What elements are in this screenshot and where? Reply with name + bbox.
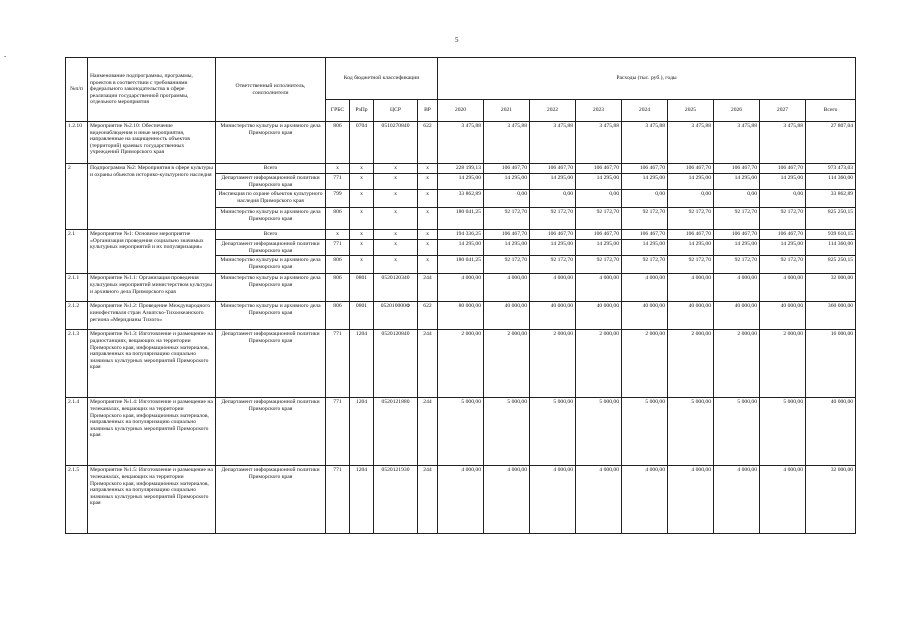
year-value-cell: 0,00 [576,190,622,208]
grbs-cell: 771 [326,466,350,534]
vr-cell: х [418,208,438,230]
vr-cell: х [418,240,438,256]
year-value-cell: 4 000,00 [484,466,530,534]
rzpr-cell: 1204 [350,398,374,466]
year-value-cell: 40 000,00 [714,302,760,330]
year-value-cell: 92 172,70 [760,256,806,274]
year-value-cell: 40 000,00 [576,302,622,330]
year-value-cell: 92 172,70 [622,256,668,274]
executor-cell: Департамент информационной политики Приморского края [216,398,326,466]
year-value-cell: 14 295,00 [760,240,806,256]
csr-cell: х [374,164,418,174]
year-value-cell: 4 000,00 [668,274,714,302]
year-value-cell: 5 000,00 [714,398,760,466]
year-value-cell: 106 467,70 [714,164,760,174]
csr-cell: х [374,190,418,208]
csr-cell: х [374,230,418,240]
rzpr-cell: х [350,190,374,208]
rzpr-cell: х [350,230,374,240]
year-value-cell: 228 199,13 [438,164,484,174]
year-value-cell: 0,00 [530,190,576,208]
grbs-cell: 806 [326,302,350,330]
year-value-cell: 0,00 [760,190,806,208]
header-budget-code-group: Код бюджетной классификации [326,58,438,100]
csr-cell: х [374,240,418,256]
table-body [66,122,856,534]
executor-cell: Всего [216,164,326,174]
csr-cell: 052010000Ф [374,302,418,330]
year-value-cell: 106 467,70 [484,164,530,174]
vr-cell: 244 [418,466,438,534]
header-expenses-group: Расходы (тыс. руб.), годы [438,58,856,100]
year-value-cell: 106 467,70 [622,164,668,174]
activity-name-cell: Подпрограмма №2: Мероприятия в сфере культуры и охраны объектов историко-культурного наследия [88,164,216,230]
total-value-cell: 16 000,00 [806,330,856,398]
year-value-cell: 2 000,00 [438,330,484,398]
year-value-cell: 92 172,70 [484,256,530,274]
rzpr-cell: х [350,240,374,256]
header-year: 2026 [714,100,760,122]
total-value-cell: 114 360,00 [806,240,856,256]
year-value-cell: 0,00 [622,190,668,208]
row-number-cell: 2.1.1 [66,274,88,302]
executor-cell: Министерство культуры и архивного дела Приморского края [216,302,326,330]
csr-cell: х [374,174,418,190]
grbs-cell: 806 [326,122,350,164]
year-value-cell: 92 172,70 [576,256,622,274]
executor-cell: Департамент информационной политики Приморского края [216,330,326,398]
grbs-cell: 806 [326,208,350,230]
row-number-cell: 2 [66,164,88,230]
vr-cell: 622 [418,302,438,330]
grbs-cell: 771 [326,174,350,190]
year-value-cell: 106 467,70 [760,164,806,174]
year-value-cell: 40 000,00 [760,302,806,330]
year-value-cell: 4 000,00 [484,274,530,302]
csr-cell: х [374,208,418,230]
year-value-cell: 14 295,00 [438,174,484,190]
total-value-cell: 32 000,00 [806,274,856,302]
executor-cell: Инспекция по охране объектов культурного наследия Приморского края [216,190,326,208]
executor-cell: Всего [216,230,326,240]
year-value-cell: 106 467,70 [760,230,806,240]
rzpr-cell: 0801 [350,274,374,302]
table-row [66,398,856,466]
activity-name-cell: Мероприятие №1: Основное мероприятие «Организация проведения социально значимых культурных мероприятий и их популяризация» [88,230,216,274]
total-value-cell: 40 000,00 [806,398,856,466]
year-value-cell: 106 467,70 [714,230,760,240]
year-value-cell: 194 336,25 [438,230,484,240]
vr-cell: х [418,174,438,190]
year-value-cell: 14 295,00 [622,240,668,256]
table-row [66,330,856,398]
executor-cell: Министерство культуры и архивного дела Приморского края [216,122,326,164]
total-value-cell: 825 250,15 [806,256,856,274]
year-value-cell: 40 000,00 [668,302,714,330]
year-value-cell: 0,00 [714,190,760,208]
activity-name-cell: Мероприятие №1.4: Изготовление и размещение на телеканалах, вещающих на территории Приморского края, информационных материалов, направленных на популяризацию социально значимых культурных мероприятий Приморского края [88,398,216,466]
year-value-cell: 14 295,00 [622,174,668,190]
year-value-cell: 2 000,00 [484,330,530,398]
total-value-cell: 360 000,00 [806,302,856,330]
year-value-cell: 14 295,00 [668,174,714,190]
header-grbs: ГРБС [326,100,350,122]
row-number-cell: 2.1.3 [66,330,88,398]
year-value-cell: 0,00 [668,190,714,208]
year-value-cell: 14 295,00 [438,240,484,256]
csr-cell: 0520120840 [374,330,418,398]
year-value-cell: 5 000,00 [622,398,668,466]
year-value-cell: 180 041,25 [438,208,484,230]
year-value-cell: 4 000,00 [668,466,714,534]
rzpr-cell: х [350,164,374,174]
header-rzpr: РзПр [350,100,374,122]
year-value-cell: 5 000,00 [484,398,530,466]
vr-cell: 622 [418,122,438,164]
grbs-cell: х [326,230,350,240]
vr-cell: х [418,230,438,240]
rzpr-cell: х [350,174,374,190]
year-value-cell: 40 000,00 [484,302,530,330]
total-value-cell: 32 000,00 [806,466,856,534]
year-value-cell: 106 467,70 [530,230,576,240]
year-value-cell: 80 000,00 [438,302,484,330]
year-value-cell: 3 475,88 [760,122,806,164]
year-value-cell: 4 000,00 [530,466,576,534]
year-value-cell: 92 172,70 [668,208,714,230]
year-value-cell: 5 000,00 [438,398,484,466]
year-value-cell: 92 172,70 [714,256,760,274]
table-row [66,122,856,164]
year-value-cell: 14 295,00 [714,240,760,256]
year-value-cell: 40 000,00 [530,302,576,330]
year-value-cell: 92 172,70 [576,208,622,230]
executor-cell: Министерство культуры и архивного дела Приморского края [216,256,326,274]
year-value-cell: 3 475,88 [576,122,622,164]
header-year: 2021 [484,100,530,122]
total-value-cell: 33 862,89 [806,190,856,208]
year-value-cell: 14 295,00 [760,174,806,190]
year-value-cell: 3 475,88 [484,122,530,164]
year-value-cell: 2 000,00 [760,330,806,398]
activity-name-cell: Мероприятие №1.5: Изготовление и размещение на телеканалах, вещающих на территории Приморского края, информационных материалов, направленных на популяризацию социально значимых культурных мероприятий Приморского края [88,466,216,534]
vr-cell: 244 [418,330,438,398]
total-value-cell: 973 473,03 [806,164,856,174]
rzpr-cell: 1204 [350,466,374,534]
grbs-cell: х [326,164,350,174]
year-value-cell: 4 000,00 [530,274,576,302]
executor-cell: Департамент информационной политики Приморского края [216,240,326,256]
page-number: 5 [455,36,459,44]
table-row [66,466,856,534]
total-value-cell: 939 610,15 [806,230,856,240]
activity-name-cell: Мероприятие №1.3: Изготовление и размещение на радиостанциях, вещающих на территории Приморского края, информационных материалов, направленных на популяризацию социально значимых культурных мероприятий Приморского края [88,330,216,398]
vr-cell: 244 [418,398,438,466]
vr-cell: х [418,164,438,174]
year-value-cell: 4 000,00 [714,274,760,302]
year-value-cell: 3 475,88 [530,122,576,164]
header-name: Наименование подпрограммы, программы, проектов в соответствии с требованиями федерального законодательства в сфере реализации государственной программы, отдельного мероприятия [88,58,216,122]
year-value-cell: 2 000,00 [622,330,668,398]
year-value-cell: 92 172,70 [714,208,760,230]
executor-cell: Министерство культуры и архивного дела Приморского края [216,208,326,230]
year-value-cell: 92 172,70 [668,256,714,274]
year-value-cell: 106 467,70 [622,230,668,240]
header-vr: ВР [418,100,438,122]
executor-cell: Департамент информационной политики Приморского края [216,466,326,534]
year-value-cell: 4 000,00 [760,466,806,534]
row-number-cell: 1.2.10 [66,122,88,164]
year-value-cell: 4 000,00 [714,466,760,534]
budget-table [65,57,856,534]
vr-cell: х [418,190,438,208]
header-year: 2020 [438,100,484,122]
csr-cell: х [374,256,418,274]
year-value-cell: 5 000,00 [760,398,806,466]
grbs-cell: 799 [326,190,350,208]
row-number-cell: 2.1 [66,230,88,274]
year-value-cell: 2 000,00 [668,330,714,398]
year-value-cell: 3 475,88 [622,122,668,164]
header-year: 2022 [530,100,576,122]
year-value-cell: 14 295,00 [484,174,530,190]
year-value-cell: 180 041,25 [438,256,484,274]
header-csr: ЦСР [374,100,418,122]
year-value-cell: 14 295,00 [714,174,760,190]
header-year: 2027 [760,100,806,122]
year-value-cell: 14 295,00 [668,240,714,256]
executor-cell: Министерство культуры и архивного дела Приморского края [216,274,326,302]
year-value-cell: 106 467,70 [668,164,714,174]
grbs-cell: 771 [326,240,350,256]
header-num: №п/п [66,58,88,122]
grbs-cell: 771 [326,398,350,466]
activity-name-cell: Мероприятие №1.2: Проведение Международного кинофестиваля стран Азиатско-Тихоокеанского региона «Меридианы Тихого» [88,302,216,330]
year-value-cell: 2 000,00 [576,330,622,398]
year-value-cell: 92 172,70 [530,256,576,274]
rzpr-cell: х [350,208,374,230]
year-value-cell: 5 000,00 [576,398,622,466]
header-total: Всего [806,100,856,122]
year-value-cell: 33 862,89 [438,190,484,208]
total-value-cell: 114 360,00 [806,174,856,190]
total-value-cell: 825 250,15 [806,208,856,230]
year-value-cell: 2 000,00 [530,330,576,398]
year-value-cell: 5 000,00 [668,398,714,466]
margin-mark: - [4,52,7,60]
row-number-cell: 2.1.4 [66,398,88,466]
year-value-cell: 4 000,00 [622,274,668,302]
activity-name-cell: Мероприятие №2.10: Обеспечение видеонаблюдения и иные мероприятия, направленные на защищенность объектов (территорий) краевых государственных учреждений Приморского края [88,122,216,164]
year-value-cell: 4 000,00 [760,274,806,302]
executor-cell: Департамент информационной политики Приморского края [216,174,326,190]
vr-cell: х [418,256,438,274]
year-value-cell: 106 467,70 [576,230,622,240]
rzpr-cell: 1204 [350,330,374,398]
year-value-cell: 14 295,00 [530,174,576,190]
year-value-cell: 4 000,00 [576,466,622,534]
csr-cell: 0510270840 [374,122,418,164]
year-value-cell: 92 172,70 [760,208,806,230]
row-number-cell: 2.1.2 [66,302,88,330]
table-row [66,164,856,174]
year-value-cell: 3 475,88 [668,122,714,164]
year-value-cell: 14 295,00 [484,240,530,256]
year-value-cell: 4 000,00 [438,274,484,302]
row-number-cell: 2.1.5 [66,466,88,534]
year-value-cell: 106 467,70 [484,230,530,240]
year-value-cell: 2 000,00 [714,330,760,398]
year-value-cell: 4 000,00 [622,466,668,534]
vr-cell: 244 [418,274,438,302]
year-value-cell: 14 295,00 [530,240,576,256]
year-value-cell: 14 295,00 [576,240,622,256]
csr-cell: 0520121880 [374,398,418,466]
year-value-cell: 106 467,70 [530,164,576,174]
table-row [66,230,856,240]
grbs-cell: 806 [326,256,350,274]
rzpr-cell: 0704 [350,122,374,164]
year-value-cell: 14 295,00 [576,174,622,190]
year-value-cell: 106 467,70 [576,164,622,174]
rzpr-cell: х [350,256,374,274]
year-value-cell: 92 172,70 [530,208,576,230]
table-row [66,274,856,302]
csr-cell: 0520120340 [374,274,418,302]
year-value-cell: 5 000,00 [530,398,576,466]
year-value-cell: 40 000,00 [622,302,668,330]
header-year: 2024 [622,100,668,122]
grbs-cell: 771 [326,330,350,398]
table-row [66,302,856,330]
header-year: 2023 [576,100,622,122]
total-value-cell: 27 807,04 [806,122,856,164]
csr-cell: 0520121930 [374,466,418,534]
year-value-cell: 3 475,88 [438,122,484,164]
year-value-cell: 0,00 [484,190,530,208]
rzpr-cell: 0801 [350,302,374,330]
year-value-cell: 106 467,70 [668,230,714,240]
header-executor: Ответственный исполнитель, соисполнители [216,58,326,122]
activity-name-cell: Мероприятие №1.1: Организация проведения культурных мероприятий министерством культуры и архивного дела Приморского края [88,274,216,302]
year-value-cell: 3 475,88 [714,122,760,164]
year-value-cell: 4 000,00 [576,274,622,302]
header-year: 2025 [668,100,714,122]
year-value-cell: 92 172,70 [622,208,668,230]
grbs-cell: 806 [326,274,350,302]
year-value-cell: 4 000,00 [438,466,484,534]
year-value-cell: 92 172,70 [484,208,530,230]
